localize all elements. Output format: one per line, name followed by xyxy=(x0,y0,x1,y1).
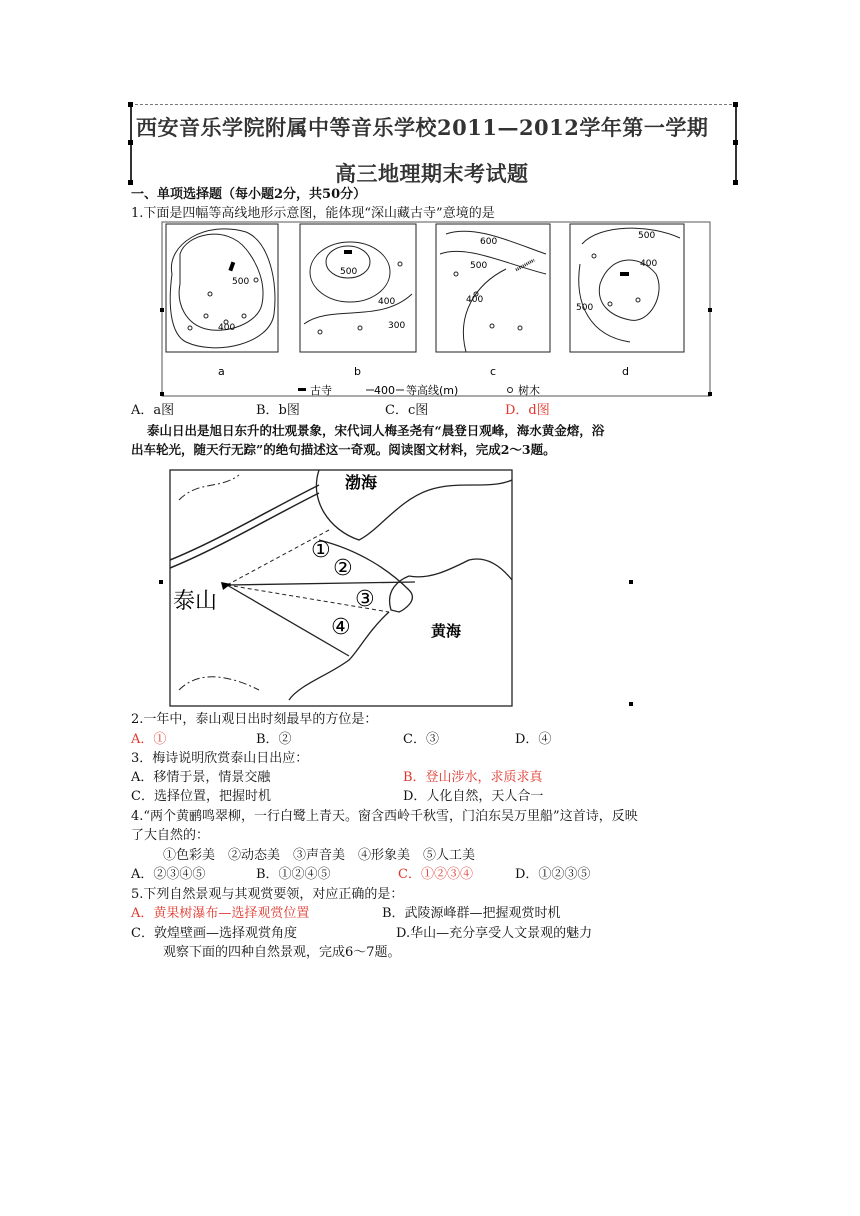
q5-option-d[interactable]: D.华山—充分享受人文景观的魅力 xyxy=(396,926,593,941)
contour-label: 500 xyxy=(340,267,358,277)
map-c xyxy=(436,224,550,352)
passage-line-1: 泰山日出是旭日东升的壮观景象，宋代词人梅圣尧有“晨登日观峰，海水黄金熔，浴 xyxy=(147,423,605,438)
map-label-c: c xyxy=(490,365,497,378)
huanghai-label: 黄海 xyxy=(431,622,462,640)
section-heading: 一、单项选择题（每小题2分，共50分） xyxy=(131,187,367,202)
q2-option-b[interactable]: B．② xyxy=(256,732,292,747)
legend-temple: 古寺 xyxy=(310,384,332,397)
q1-option-d[interactable]: D．d图 xyxy=(505,403,550,418)
contour-label: 300 xyxy=(388,321,406,331)
contour-label: 400 xyxy=(218,323,236,333)
q1-stem: 1.下面是四幅等高线地形示意图，能体现“深山藏古寺”意境的是 xyxy=(131,206,495,221)
q1-option-b[interactable]: B．b图 xyxy=(256,403,300,418)
contour-label: 600 xyxy=(480,237,498,247)
contour-label: 500 xyxy=(470,261,488,271)
q3-option-d[interactable]: D．人化自然，天人合一 xyxy=(403,789,544,804)
q3-stem: 3．梅诗说明欣赏泰山日出应： xyxy=(131,751,309,766)
q5-option-c[interactable]: C．敦煌壁画—选择观赏角度 xyxy=(131,926,297,941)
marker-3: ③ xyxy=(355,587,375,612)
marker-2: ② xyxy=(333,556,353,581)
q1-option-a[interactable]: A．a图 xyxy=(131,403,175,418)
contour-label: 400 xyxy=(640,259,658,269)
q4-option-d[interactable]: D．①②③⑤ xyxy=(515,867,591,882)
contour-label: 400 xyxy=(466,295,484,305)
q4-stem-2: 了大自然的： xyxy=(131,828,210,843)
map-label-b: b xyxy=(354,365,361,378)
contour-label: 500 xyxy=(638,231,656,241)
q2-stem: 2.一年中，泰山观日出时刻最早的方位是： xyxy=(131,712,378,727)
marker-1: ① xyxy=(311,538,331,563)
page-title: 西安音乐学院附属中等音乐学校2011—2012学年第一学期 xyxy=(136,115,709,140)
taishan-map-figure xyxy=(159,460,637,710)
legend-contour: 等高线(m) xyxy=(406,384,459,397)
legend-tree: 树木 xyxy=(518,384,540,397)
q5-option-a[interactable]: A．黄果树瀑布—选择观赏位置 xyxy=(131,906,310,921)
contour-label: 400 xyxy=(378,297,396,307)
taishan-label: 泰山 xyxy=(173,589,218,614)
q1-option-c[interactable]: C．c图 xyxy=(385,403,429,418)
passage-line-2: 出车轮光，随天行无踪”的绝句描述这一奇观。阅读图文材料，完成2～3题。 xyxy=(131,442,556,457)
q3-option-a[interactable]: A．移情于景，情景交融 xyxy=(131,770,271,785)
q4-option-a[interactable]: A．②③④⑤ xyxy=(131,867,206,882)
q5-option-b[interactable]: B．武陵源峰群—把握观赏时机 xyxy=(382,906,561,921)
contour-label: 500 xyxy=(232,277,250,287)
marker-4: ④ xyxy=(331,615,351,640)
map-label-d: d xyxy=(622,365,629,378)
legend-contour-value: 400 xyxy=(374,384,395,397)
map-label-a: a xyxy=(218,365,225,378)
q4-option-b[interactable]: B．①②④⑤ xyxy=(256,867,331,882)
q2-option-d[interactable]: D．④ xyxy=(515,732,552,747)
q2-option-a[interactable]: A．① xyxy=(131,732,167,747)
q4-option-c[interactable]: C．①②③④ xyxy=(398,867,473,882)
q67-stem: 观察下面的四种自然景观，完成6～7题。 xyxy=(163,945,401,960)
contour-label: 500 xyxy=(576,303,594,313)
map-d xyxy=(570,224,684,352)
bohai-label: 渤海 xyxy=(345,473,378,492)
contour-maps-figure xyxy=(160,220,712,398)
q4-stem-1: 4.“两个黄鹂鸣翠柳，一行白鹭上青天。窗含西岭千秋雪，门泊东吴万里船”这首诗，反映 xyxy=(131,809,638,824)
page-subtitle: 高三地理期末考试题 xyxy=(335,161,529,186)
map-a xyxy=(166,224,278,352)
q3-option-c[interactable]: C．选择位置，把握时机 xyxy=(131,789,271,804)
q5-stem: 5.下列自然景观与其观赏要领，对应正确的是： xyxy=(131,887,404,902)
q2-option-c[interactable]: C．③ xyxy=(403,732,439,747)
map-b xyxy=(300,224,416,352)
q3-option-b[interactable]: B．登山涉水，求质求真 xyxy=(403,770,543,785)
q4-items: ①色彩美 ②动态美 ③声音美 ④形象美 ⑤人工美 xyxy=(163,848,476,863)
